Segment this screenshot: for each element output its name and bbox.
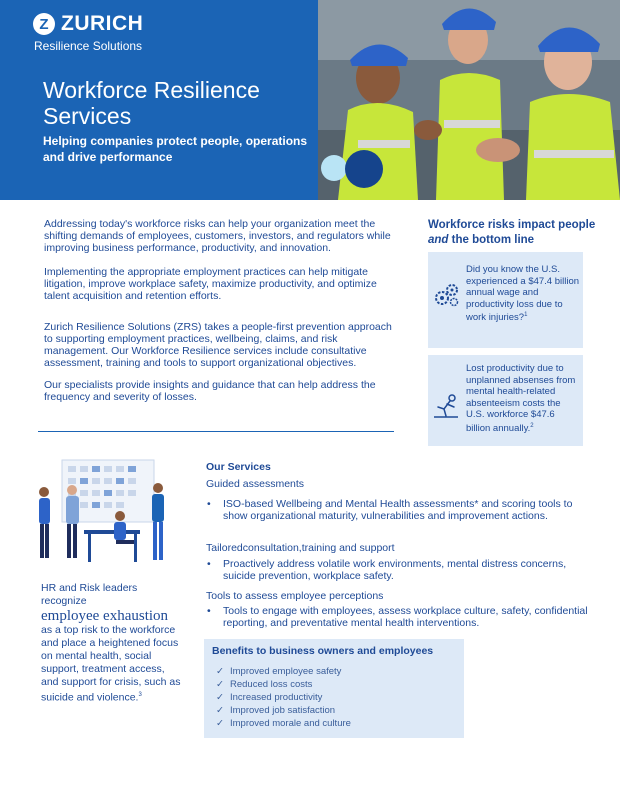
brand-subtitle: Resilience Solutions	[34, 39, 143, 53]
section-divider	[38, 431, 394, 432]
decorative-circle-light	[321, 155, 347, 181]
intro-paragraph-3: Zurich Resilience Solutions (ZRS) takes a people-first prevention approach to supporting employment practices, wellbeing, claims, and risk management. Our Workforce Resilience services include consultative assessment, training and tools to support organizational objectives.	[44, 321, 392, 369]
benefit-item	[216, 679, 312, 690]
check-icon: ✓	[216, 705, 224, 716]
stat-ref-1: 1	[524, 312, 528, 318]
page-subtitle: Helping companies protect people, operations and drive performance	[43, 134, 308, 164]
zurich-logo[interactable]	[33, 12, 143, 36]
sidebar-title-post: the bottom line	[448, 234, 535, 246]
stat-card-mental-health	[428, 355, 583, 446]
benefit-item-label: Improved job satisfaction	[230, 705, 336, 716]
page-title: Workforce Resilience Services	[43, 77, 260, 129]
zurich-logo-mark: Z	[33, 13, 55, 35]
sidebar-title-pre: Workforce risks impact people	[428, 219, 596, 231]
sidebar-title	[428, 218, 598, 248]
stat-card-injuries	[428, 252, 583, 348]
check-icon: ✓	[216, 718, 224, 729]
benefit-item	[216, 718, 351, 729]
services-title: Our Services	[206, 461, 271, 473]
fallen-worker-icon	[432, 393, 460, 424]
header-banner	[0, 0, 620, 200]
benefit-item	[216, 692, 322, 703]
zurich-logo-text: ZURICH	[61, 12, 144, 35]
stat-text-injuries	[466, 264, 581, 324]
stat-text-injuries-body: Did you know the U.S. experienced a $47.4 billion annual wage and productivity loss due to work injuries?	[466, 264, 580, 324]
benefit-item-label: Reduced loss costs	[230, 679, 313, 690]
service-bullet-assessments: • ISO-based Wellbeing and Mental Health assessments* and scoring tools to show organizational maturity, vulnerabilities and improvement actions.	[207, 498, 588, 522]
benefit-item-label: Increased productivity	[230, 692, 323, 703]
benefits-panel	[204, 639, 464, 738]
check-icon: ✓	[216, 692, 224, 703]
intro-paragraph-4: Our specialists provide insights and guidance that can help address the frequency and severity of losses.	[44, 379, 376, 403]
service-bullet-consultation: • Proactively address volatile work environments, mental distress concerns, suicide prevention, workplace safety.	[207, 558, 588, 582]
benefit-item	[216, 666, 341, 677]
hr-callout-highlight: employee exhaustion	[41, 608, 169, 624]
team-meeting-illustration	[34, 458, 172, 570]
benefit-item-label: Improved morale and culture	[230, 718, 351, 729]
service-heading-perceptions: Tools to assess employee perceptions	[206, 590, 384, 602]
hr-callout	[41, 582, 181, 705]
service-heading-consultation: Tailoredconsultation,training and support	[206, 542, 395, 554]
benefit-item-label: Improved employee safety	[230, 666, 342, 677]
stat-text-mental-health	[466, 363, 581, 434]
sidebar-title-em: and	[428, 234, 449, 246]
hr-callout-pre: HR and Risk leaders recognize	[41, 582, 138, 607]
stat-ref-2: 2	[530, 422, 534, 429]
hr-callout-post: as a top risk to the workforce and place a heightened focus on mental health, social support, treatment access, and support for crisis, such as suicide and violence.	[41, 624, 181, 704]
stat-text-mental-health-body: Lost productivity due to unplanned absenses from mental health-related absenteeism costs the U.S. workforce $47.6 billion annually.	[466, 363, 576, 434]
service-heading-assessments: Guided assessments	[206, 478, 305, 490]
benefit-item	[216, 705, 335, 716]
decorative-circle-dark	[345, 150, 383, 188]
service-bullet-perceptions: • Tools to engage with employees, assess workplace culture, safety, confidential reporting, and preventative mental health interventions.	[207, 605, 588, 629]
check-icon: ✓	[216, 679, 224, 690]
check-icon: ✓	[216, 666, 224, 677]
benefits-title: Benefits to business owners and employees	[212, 645, 434, 657]
intro-paragraph-1: Addressing today's workforce risks can help your organization meet the shifting demands of employees, customers, investors, and regulators while improving business performance, productivity, and innovation.	[44, 218, 391, 254]
gears-icon	[432, 282, 460, 313]
callout-ref-3: 3	[138, 692, 142, 698]
intro-paragraph-2: Implementing the appropriate employment practices can help mitigate litigation, improve workplace safety, maximize productivity, and optimize talent acquisition and retention efforts.	[44, 266, 377, 302]
